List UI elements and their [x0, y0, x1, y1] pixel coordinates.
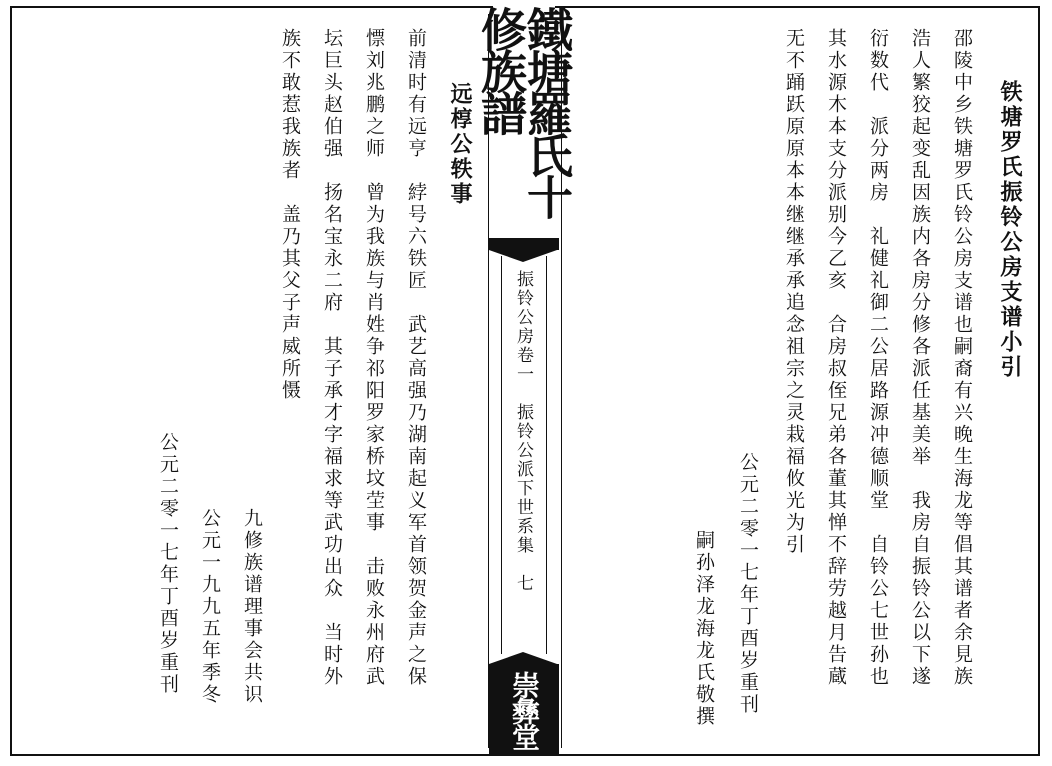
right-page-line-3: 衍数代 派分两房 礼健礼御二公居路源冲德顺堂 自铃公七世孙也 — [867, 28, 889, 688]
right-page-line-4: 其水源木本支分派别今乙亥 合房叔侄兄弟各董其惮不辞劳越月告蔵 — [825, 28, 847, 688]
right-page-date: 公元二零一七年丁酉岁重刊 — [737, 452, 759, 716]
right-page-line-5: 无不踊跃原原本本继继承承追念祖宗之灵栽福攸光为引 — [783, 28, 805, 556]
left-page-date-1995: 公元一九九五年季冬 — [199, 508, 221, 706]
left-page-line-1: 前清时有远亨 綍号六铁匠 武艺高强乃湖南起义军首领贺金声之保 — [405, 28, 427, 688]
right-page-line-2: 浩人繁狡起变乱因族内各房分修各派任基美举 我房自振铃公以下遂 — [909, 28, 931, 688]
right-page-line-1: 邵陵中乡铁塘罗氏铃公房支谱也嗣裔有兴晚生海龙等倡其谱者余見族 — [951, 28, 973, 688]
spine-section: 振铃公房卷一 振铃公派下世系集 — [513, 270, 533, 555]
right-page-title: 铁塘罗氏振铃公房支谱小引 — [997, 80, 1022, 380]
left-page-title: 远椁公轶事 — [447, 82, 472, 207]
spine-title-block — [474, 6, 574, 238]
spine-hall-name: 崇彝堂 — [508, 671, 541, 749]
spine-notch-bottom — [489, 652, 557, 664]
spine-middle — [501, 256, 547, 654]
spine-title: 鐵塘羅氏十修族譜 — [474, 6, 574, 216]
spine-band-top — [489, 238, 559, 250]
left-page-date-2017: 公元二零一七年丁酉岁重刊 — [157, 432, 179, 696]
left-page-line-4: 族不敢惹我族者 盖乃其父子声威所慑 — [279, 28, 301, 402]
left-page-line-2: 慓刘兆鹏之师 曾为我族与肖姓争祁阳罗家桥坟茔事 击败永州府武 — [363, 28, 385, 688]
left-page-line-3: 坛巨头赵伯强 扬名宝永二府 其子承才字福求等武功出众 当时外 — [321, 28, 343, 688]
book-spine — [474, 6, 574, 756]
spine-hall-block — [489, 664, 559, 756]
spine-page-number: 七 — [513, 574, 533, 593]
right-page-author: 嗣孙泽龙海龙氏敬撰 — [693, 530, 715, 728]
left-page-signature: 九修族谱理事会共识 — [241, 508, 263, 706]
